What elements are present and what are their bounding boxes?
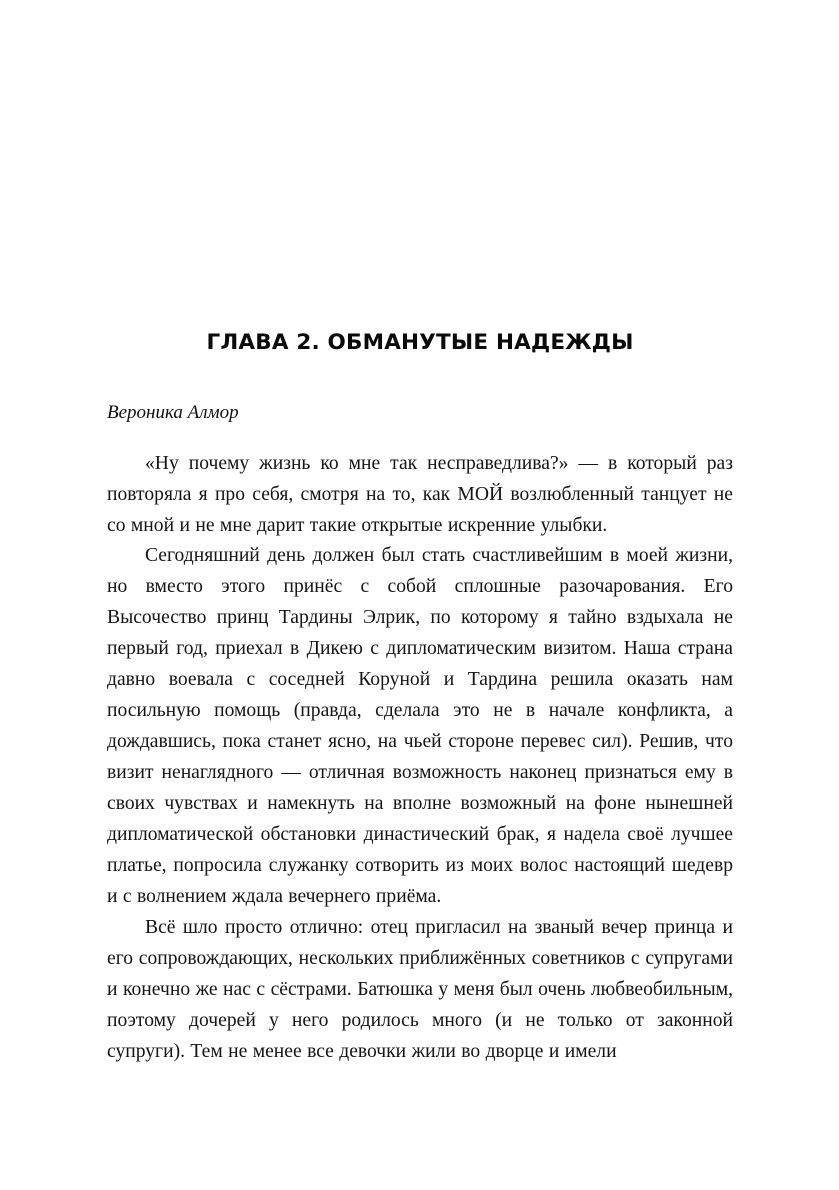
page-title: ГЛАВА 2. ОБМАНУТЫЕ НАДЕЖДЫ <box>206 330 634 355</box>
body-text <box>107 449 733 1068</box>
paragraph: «Ну почему жизнь ко мне так несправедлива?» — в который раз повторяла я про себя, смотря на то, как МОЙ возлюбленный танцует не со мной и не мне дарит такие открытые искренние улыбки. <box>107 452 733 536</box>
page-content <box>107 330 733 1068</box>
pov-character-name: Вероника Алмор <box>107 401 239 423</box>
paragraph: Всё шло просто отлично: отец пригласил на званый вечер принца и его сопровождающих, нескольких приближённых советников с супругами и конечно же нас с сёстрами. Батюшка у меня был очень любвеобильным, поэтому дочерей у него родилось много (и не только от законной супруги). Тем не менее все девочки жили во дворце и имели <box>107 916 733 1062</box>
paragraph: Сегодняшний день должен был стать счастливейшим в моей жизни, но вместо этого принёс с собой сплошные разочарования. Его Высочество принц Тардины Элрик, по которому я тайно вздыхала не первый год, приехал в Дикею с дипломатическим визитом. Наша страна давно воевала с соседней Коруной и Тардина решила оказать нам посильную помощь (правда, сделала это не в начале конфликта, а дождавшись, пока станет ясно, на чьей стороне перевес сил). Решив, что визит ненаглядного — отличная возможность наконец признаться ему в своих чувствах и намекнуть на вполне возможный на фоне нынешней дипломатической обстановки династический брак, я надела своё лучшее платье, попросила служанку сотворить из моих волос настоящий шедевр и с волнением ждала вечернего приёма. <box>107 545 733 907</box>
